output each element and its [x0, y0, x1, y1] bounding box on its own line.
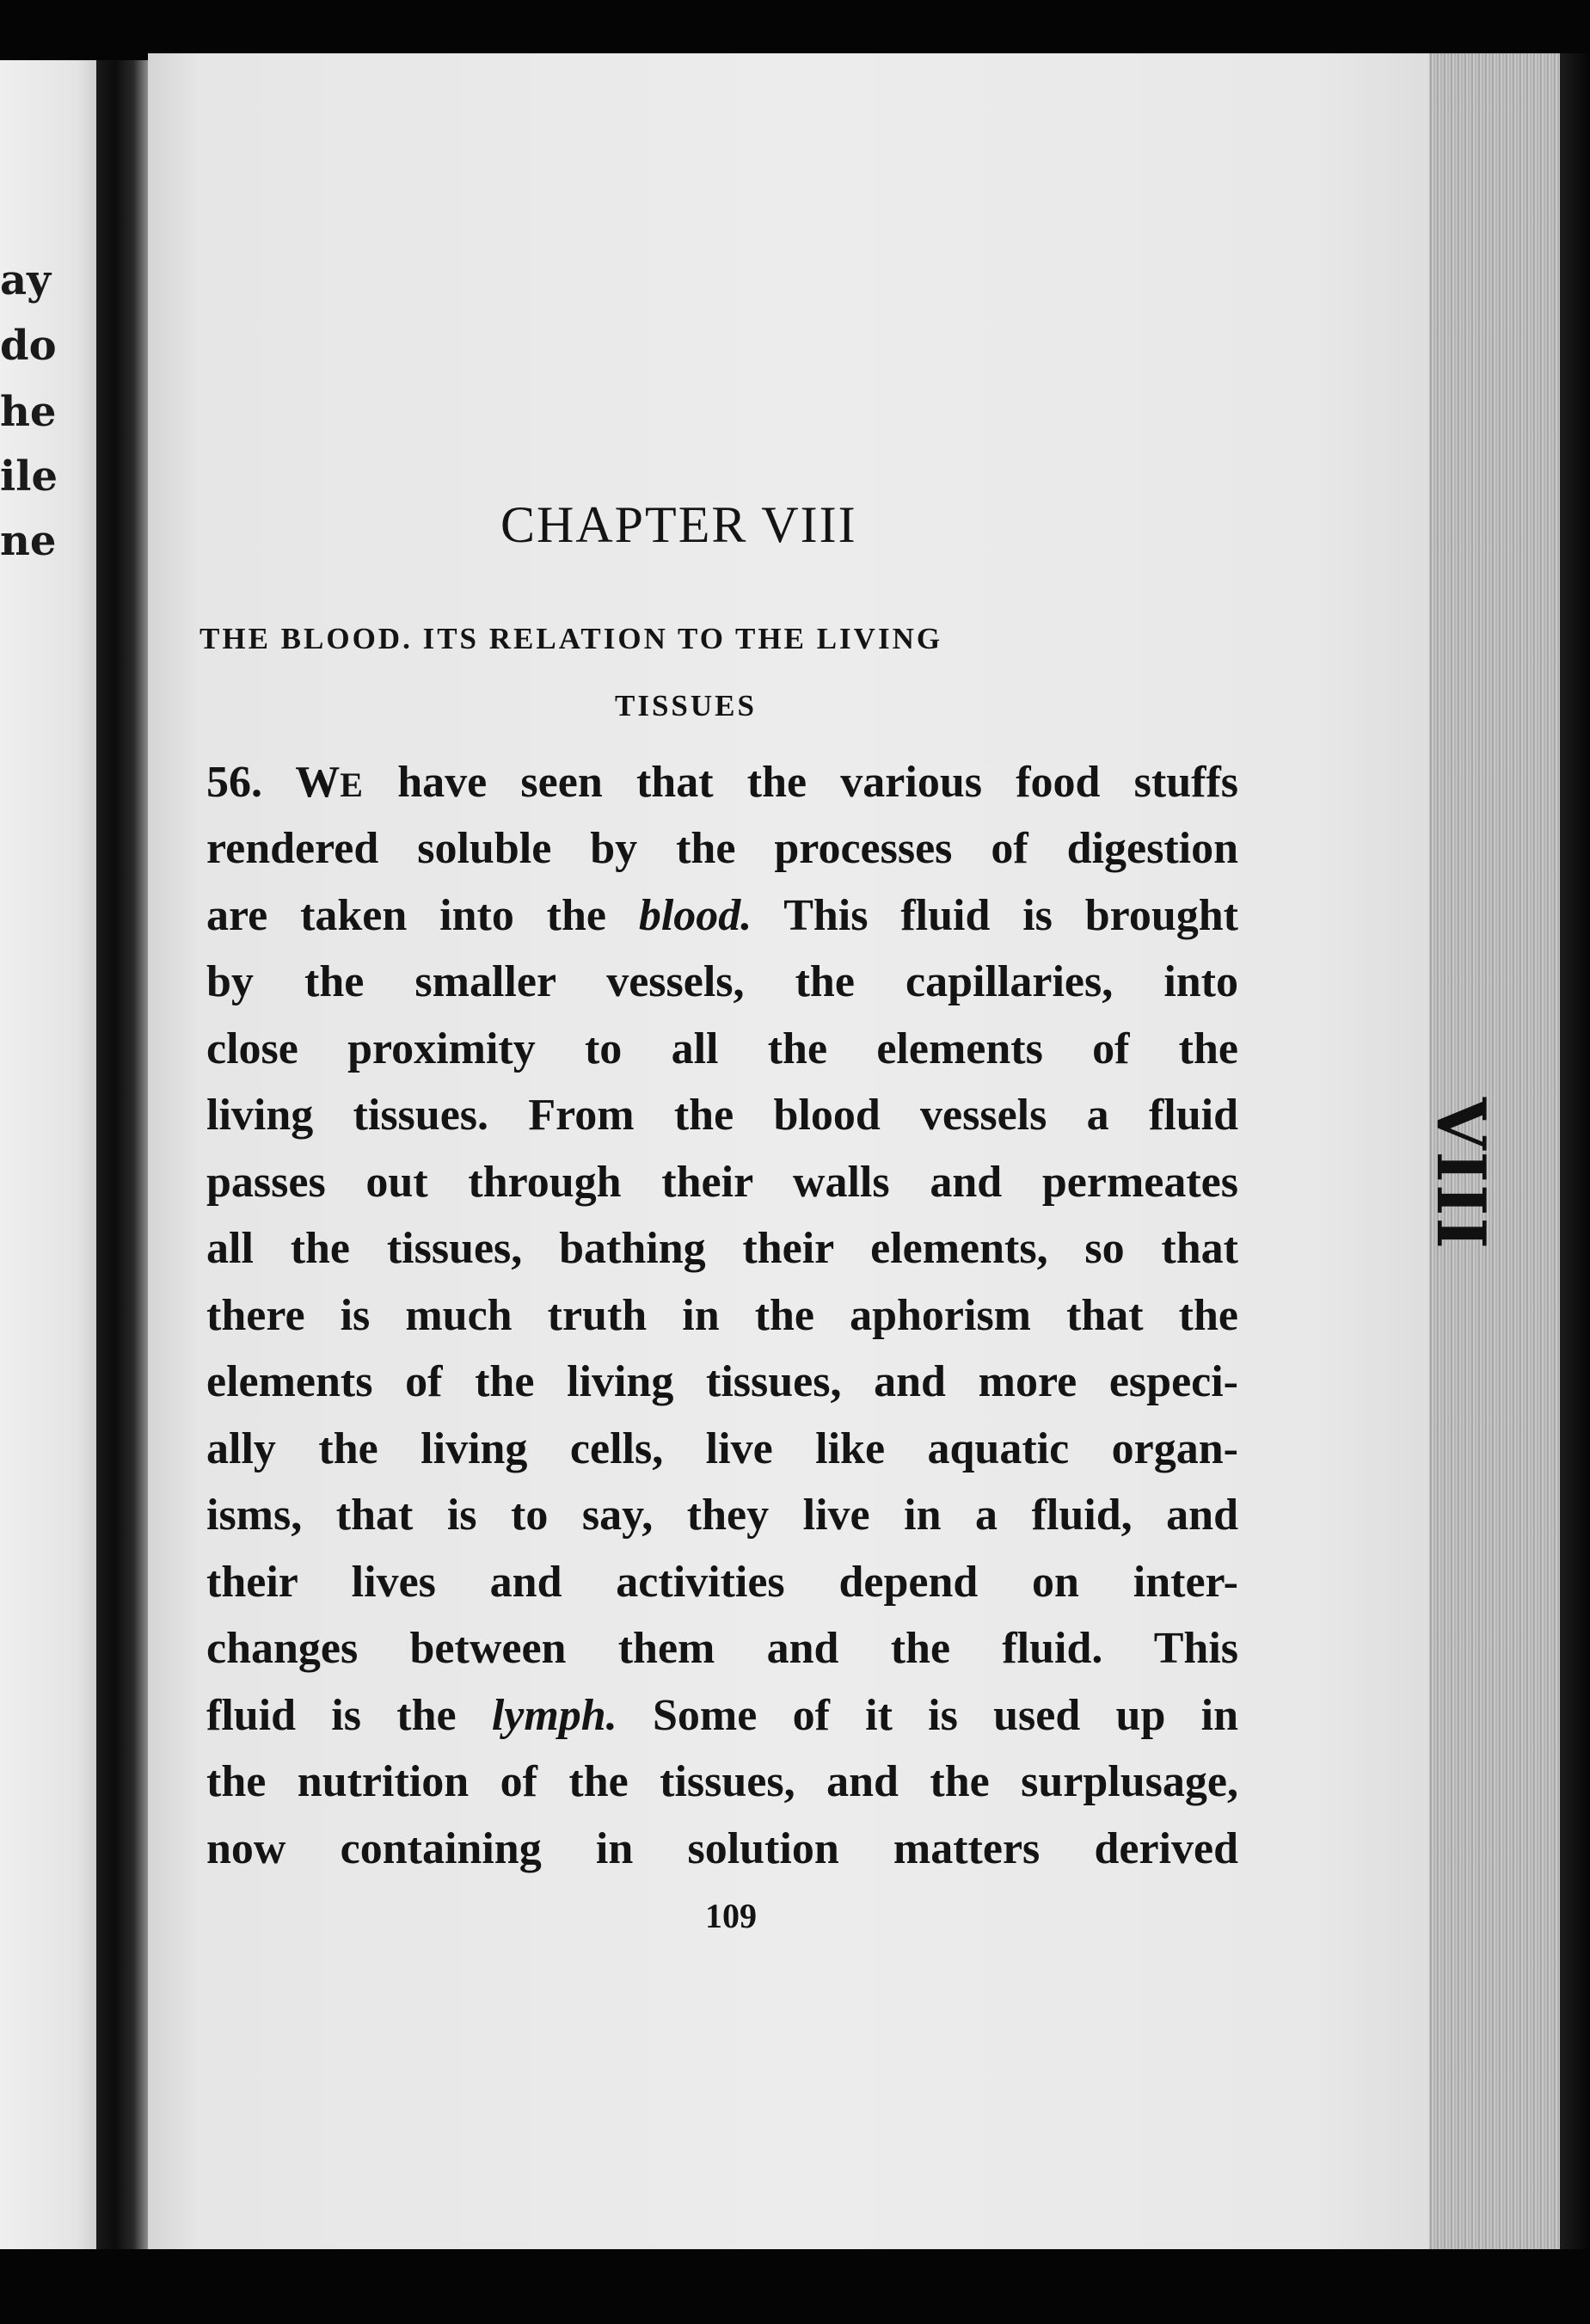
text-line-7: passes out through their walls and permeates [206, 1158, 1238, 1207]
text-line-17: now containing in solution matters derived [206, 1824, 1238, 1873]
text-line-8: all the tissues, bathing their elements, so that [206, 1224, 1238, 1273]
line-text: have seen that the various food stuffs [363, 758, 1239, 807]
text-line-12: isms, that is to say, they live in a fluid, and [206, 1491, 1238, 1540]
chapter-subtitle-line-1: THE BLOOD. ITS RELATION TO THE LIVING [200, 622, 943, 655]
right-page [148, 53, 1442, 2251]
drop-initial: W [295, 758, 341, 807]
text-line-9: there is much truth in the aphorism that the [206, 1291, 1238, 1340]
left-page-fragment: he [0, 388, 57, 436]
chapter-title: CHAPTER VIII [500, 496, 857, 553]
line-text: fluid is the [206, 1691, 492, 1740]
thumb-tab-label: VIII [1421, 1097, 1500, 1251]
italic-term-blood: blood. [638, 891, 752, 940]
line-text: are taken into the [206, 891, 639, 940]
text-line-10: elements of the living tissues, and more especi- [206, 1357, 1238, 1406]
book-gutter [96, 60, 150, 2249]
text-line-1 [206, 757, 1238, 810]
small-cap-letter: E [340, 765, 364, 804]
line-text: This fluid is brought [752, 891, 1238, 940]
text-line-15 [206, 1690, 1238, 1743]
scan-bottom-border [0, 2249, 1590, 2324]
text-line-2: rendered soluble by the processes of digestion [206, 824, 1238, 873]
text-line-5: close proximity to all the elements of the [206, 1024, 1238, 1073]
left-facing-page [0, 60, 96, 2249]
italic-term-lymph: lymph. [491, 1691, 617, 1740]
left-page-fragment: ay [0, 256, 51, 304]
text-line-3 [206, 890, 1238, 944]
paragraph-number: 56. [206, 758, 262, 807]
text-line-11: ally the living cells, live like aquatic organ- [206, 1424, 1238, 1473]
text-line-4: by the smaller vessels, the capillaries, into [206, 957, 1238, 1006]
left-page-fragment: ne [0, 517, 57, 565]
text-line-16: the nutrition of the tissues, and the surplusage, [206, 1757, 1238, 1806]
page-number: 109 [705, 1897, 757, 1935]
text-line-13: their lives and activities depend on inter- [206, 1558, 1238, 1607]
left-page-fragment: do [0, 322, 57, 370]
line-text: Some of it is used up in [617, 1691, 1238, 1740]
page-edge-shadow [1560, 53, 1590, 2251]
text-line-14: changes between them and the fluid. This [206, 1624, 1238, 1673]
chapter-subtitle-line-2: TISSUES [615, 689, 757, 722]
left-page-fragment: ile [0, 452, 58, 501]
text-line-6: living tissues. From the blood vessels a fluid [206, 1091, 1238, 1140]
